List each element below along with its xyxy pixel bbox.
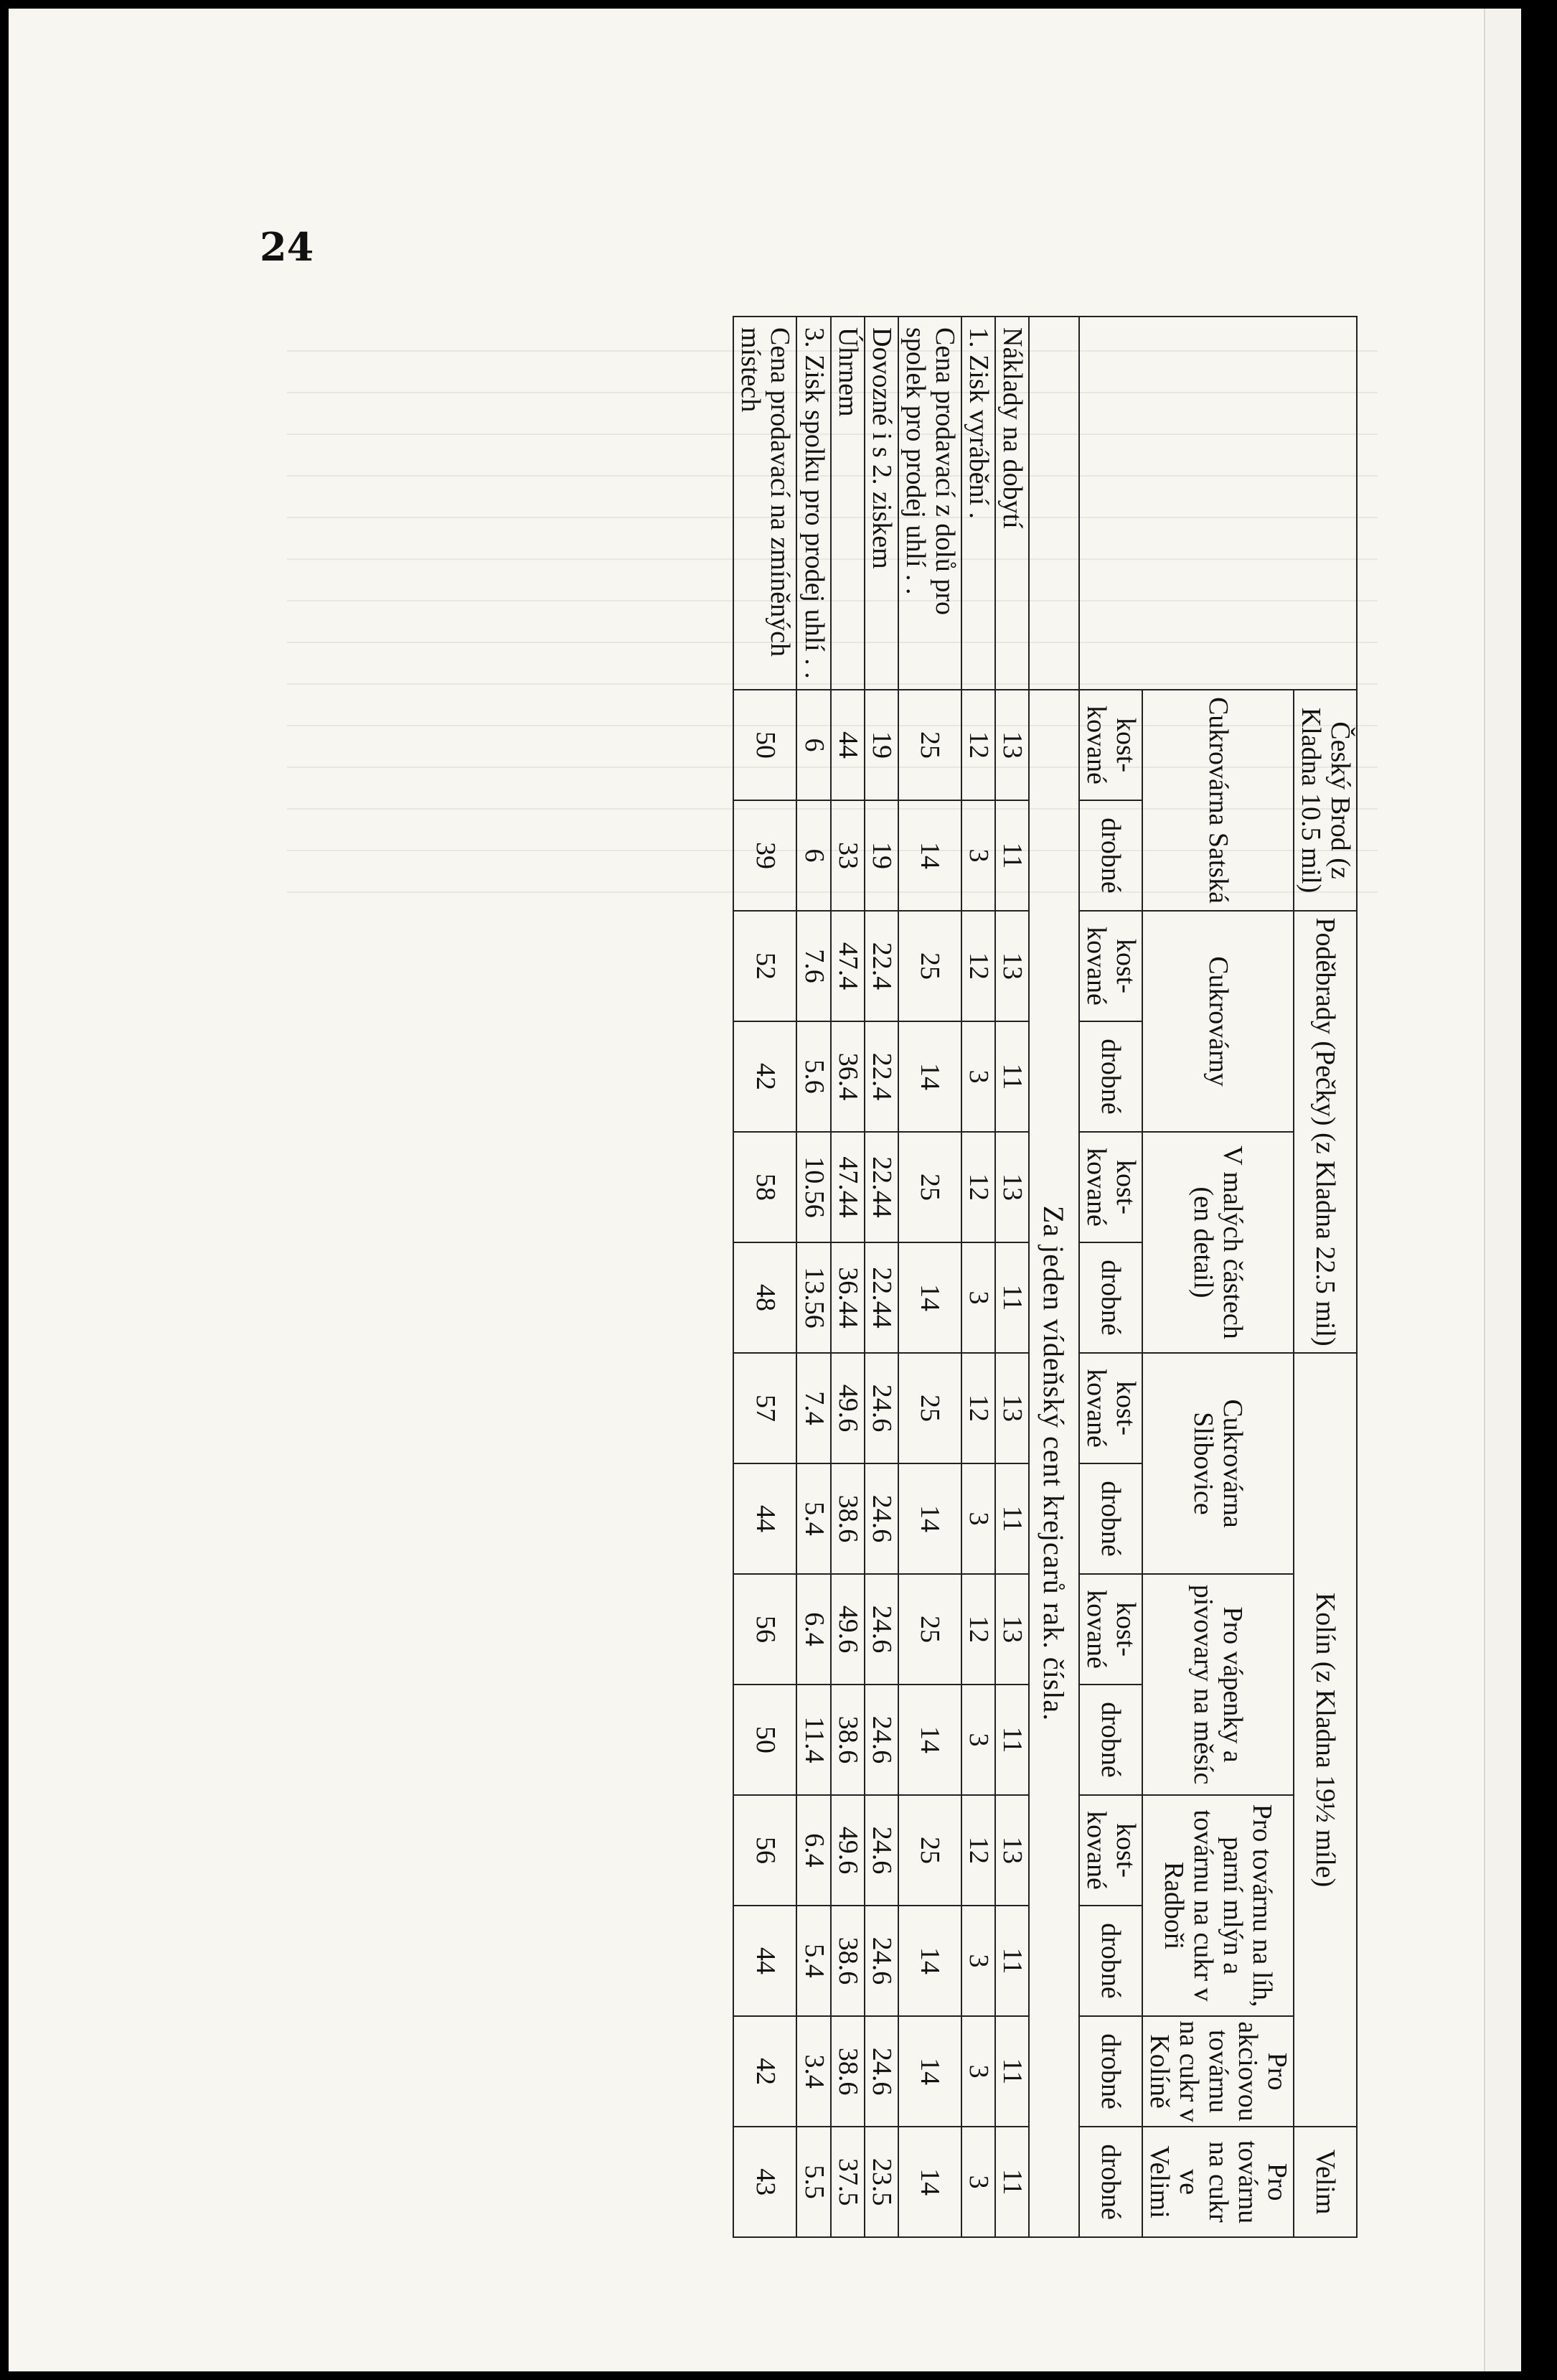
header-pro-tovarnu-lih: Pro továrnu na líh, parní mlýn a továrnu na cukr v Radboři <box>1142 1795 1294 2016</box>
table-cell: 14 <box>898 1021 961 1132</box>
table-cell: 24.6 <box>865 1795 898 1906</box>
table-cell: 42 <box>733 2016 796 2127</box>
table-cell: 13 <box>995 1353 1029 1463</box>
table-cell: 39 <box>733 800 796 911</box>
table-row <box>865 317 898 2237</box>
table-cell: 25 <box>898 1353 961 1463</box>
table-cell: 14 <box>898 1463 961 1574</box>
header-cesky-brod: Český Brod (z Kladna 10.5 mil) <box>1294 690 1357 911</box>
table-cell: 24.6 <box>865 2016 898 2127</box>
table-cell: 24.6 <box>865 1685 898 1795</box>
table-cell: 11.4 <box>797 1685 831 1795</box>
row-label: Úhrnem <box>831 317 865 690</box>
table-cell: 38.6 <box>831 2016 865 2127</box>
table-cell: 14 <box>898 2127 961 2237</box>
table-cell: 44 <box>733 1463 796 1574</box>
row-label: 1. Zisk vyrábění . <box>961 317 995 690</box>
subheader-drobne: drobné <box>1079 1906 1142 2016</box>
table-cell: 14 <box>898 1685 961 1795</box>
table-cell: 12 <box>961 1574 995 1685</box>
table-cell: 43 <box>733 2127 796 2237</box>
table-row <box>898 317 961 2237</box>
table-cell: 38.6 <box>831 1463 865 1574</box>
table-cell: 22.44 <box>865 1132 898 1242</box>
table-cell: 42 <box>733 1021 796 1132</box>
table-cell: 5.5 <box>797 2127 831 2237</box>
table-cell: 36.44 <box>831 1242 865 1353</box>
table-cell: 11 <box>995 2127 1029 2237</box>
table-cell: 12 <box>961 911 995 1021</box>
subheader-drobne: drobné <box>1079 2127 1142 2237</box>
table-cell: 49.6 <box>831 1574 865 1685</box>
table-cell: 50 <box>733 690 796 800</box>
table-cell: 50 <box>733 1685 796 1795</box>
header-cukrovarna-satska: Cukrovárna Satská <box>1142 690 1294 911</box>
header-pro-akciovou: Pro akciovou továrnu na cukr v Kolíně <box>1142 2016 1294 2127</box>
table-cell: 10.56 <box>797 1132 831 1242</box>
table-cell: 3 <box>961 1242 995 1353</box>
header-kolin: Kolín (z Kladna 19½ míle) <box>1294 1353 1357 2127</box>
table-cell: 12 <box>961 1132 995 1242</box>
table-row <box>961 317 995 2237</box>
table-cell: 11 <box>995 1021 1029 1132</box>
row-label: Cena prodavací z dolů pro spolek pro prodej uhlí . . <box>898 317 961 690</box>
table-cell: 25 <box>898 1574 961 1685</box>
subheader-drobne: drobné <box>1079 1242 1142 1353</box>
table-cell: 7.4 <box>797 1353 831 1463</box>
table-cell: 12 <box>961 690 995 800</box>
subheader-kost-kovane: kost-kované <box>1079 911 1142 1021</box>
table-cell: 38.6 <box>831 1685 865 1795</box>
rotated-table-wrapper <box>281 316 1358 2224</box>
table-cell: 3 <box>961 2127 995 2237</box>
table-cell: 38.6 <box>831 1906 865 2016</box>
row-label: Dovozné i s 2. ziskem <box>865 317 898 690</box>
subheader-kost-kovane: kost-kované <box>1079 1132 1142 1242</box>
table-cell: 13 <box>995 1574 1029 1685</box>
table-cell: 44 <box>831 690 865 800</box>
table-cell: 24.6 <box>865 1906 898 2016</box>
table-cell: 48 <box>733 1242 796 1353</box>
table-cell: 13 <box>995 690 1029 800</box>
page-edge <box>1484 9 1521 2371</box>
row-label: Cena prodavací na zmíněných místech <box>733 317 796 690</box>
subheader-drobne: drobné <box>1079 1463 1142 1574</box>
subheader-drobne: drobné <box>1079 1021 1142 1132</box>
header-velim: Velim <box>1294 2127 1357 2237</box>
table-cell: 13 <box>995 1132 1029 1242</box>
header-cukrovarna-slibovice: Cukrovárna Slibovice <box>1142 1353 1294 1574</box>
subheader-drobne: drobné <box>1079 800 1142 911</box>
table-cell: 11 <box>995 1906 1029 2016</box>
table-cell: 19 <box>865 690 898 800</box>
scanned-page <box>9 9 1521 2371</box>
table-cell: 3 <box>961 1021 995 1132</box>
table-cell: 13 <box>995 1795 1029 1906</box>
table-cell: 44 <box>733 1906 796 2016</box>
header-pro-tovarnu-velim: Pro továrnu na cukr ve Velimi <box>1142 2127 1294 2237</box>
table-cell: 5.4 <box>797 1463 831 1574</box>
subheader-drobne: drobné <box>1079 2016 1142 2127</box>
header-v-malych: V malých částech (en detail) <box>1142 1132 1294 1353</box>
table-cell: 37.5 <box>831 2127 865 2237</box>
table-cell: 25 <box>898 1132 961 1242</box>
subheader-drobne: drobné <box>1079 1685 1142 1795</box>
header-pro-vapenky: Pro vápenky a pivovary na měsíc <box>1142 1574 1294 1795</box>
table-cell: 24.6 <box>865 1353 898 1463</box>
table-cell: 11 <box>995 1242 1029 1353</box>
table-cell: 14 <box>898 1906 961 2016</box>
table-cell: 33 <box>831 800 865 911</box>
table-cell: 49.6 <box>831 1795 865 1906</box>
subheader-kost-kovane: kost-kované <box>1079 1353 1142 1463</box>
table-cell: 11 <box>995 1463 1029 1574</box>
label-column-header <box>1079 317 1357 690</box>
header-podebrady: Poděbrady (Pečky) (z Kladna 22.5 mil) <box>1294 911 1357 1353</box>
table-cell: 3 <box>961 1463 995 1574</box>
table-cell: 25 <box>898 911 961 1021</box>
table-cell: 57 <box>733 1353 796 1463</box>
table-cell: 22.4 <box>865 911 898 1021</box>
table-cell: 5.6 <box>797 1021 831 1132</box>
table-cell: 12 <box>961 1353 995 1463</box>
table-cell: 52 <box>733 911 796 1021</box>
row-label: Náklady na dobytí <box>995 317 1029 690</box>
table-cell: 23.5 <box>865 2127 898 2237</box>
table-cell: 6 <box>797 690 831 800</box>
table-cell: 11 <box>995 800 1029 911</box>
table-row <box>995 317 1029 2237</box>
table-cell: 6.4 <box>797 1795 831 1906</box>
table-cell: 3 <box>961 1685 995 1795</box>
table-cell: 36.4 <box>831 1021 865 1132</box>
table-cell: 24.6 <box>865 1463 898 1574</box>
table-cell: 25 <box>898 1795 961 1906</box>
table-cell: 6.4 <box>797 1574 831 1685</box>
table-cell: 7.6 <box>797 911 831 1021</box>
header-cukrovarny: Cukrovárny <box>1142 911 1294 1132</box>
table-cell: 24.6 <box>865 1574 898 1685</box>
unit-banner: Za jeden vídeňský cent krejcarů rak. čísla. <box>1029 690 1079 2237</box>
table-cell: 13.56 <box>797 1242 831 1353</box>
table-cell: 56 <box>733 1795 796 1906</box>
table-cell: 22.44 <box>865 1242 898 1353</box>
subheader-kost-kovane: kost-kované <box>1079 1795 1142 1906</box>
page-number: 24 <box>260 224 314 270</box>
row-label: 3. Zisk spolku pro prodej uhlí . . <box>797 317 831 690</box>
subheader-kost-kovane: kost-kované <box>1079 1574 1142 1685</box>
table-cell: 14 <box>898 800 961 911</box>
subheader-kost-kovane: kost-kované <box>1079 690 1142 800</box>
table-cell: 47.44 <box>831 1132 865 1242</box>
table-row <box>831 317 865 2237</box>
coal-price-table <box>733 316 1358 2238</box>
table-row <box>797 317 831 2237</box>
table-cell: 14 <box>898 1242 961 1353</box>
table-cell: 14 <box>898 2016 961 2127</box>
table-cell: 3 <box>961 800 995 911</box>
table-row <box>733 317 796 2237</box>
table-cell: 25 <box>898 690 961 800</box>
table-cell: 56 <box>733 1574 796 1685</box>
table-cell: 3 <box>961 2016 995 2127</box>
table-cell: 3.4 <box>797 2016 831 2127</box>
table-cell: 47.4 <box>831 911 865 1021</box>
table-cell: 6 <box>797 800 831 911</box>
table-cell: 12 <box>961 1795 995 1906</box>
table-cell: 19 <box>865 800 898 911</box>
banner-label-cell <box>1029 317 1079 690</box>
table-cell: 11 <box>995 1685 1029 1795</box>
table-cell: 11 <box>995 2016 1029 2127</box>
table-cell: 3 <box>961 1906 995 2016</box>
table-cell: 13 <box>995 911 1029 1021</box>
table-cell: 58 <box>733 1132 796 1242</box>
table-cell: 49.6 <box>831 1353 865 1463</box>
table-cell: 5.4 <box>797 1906 831 2016</box>
table-cell: 22.4 <box>865 1021 898 1132</box>
